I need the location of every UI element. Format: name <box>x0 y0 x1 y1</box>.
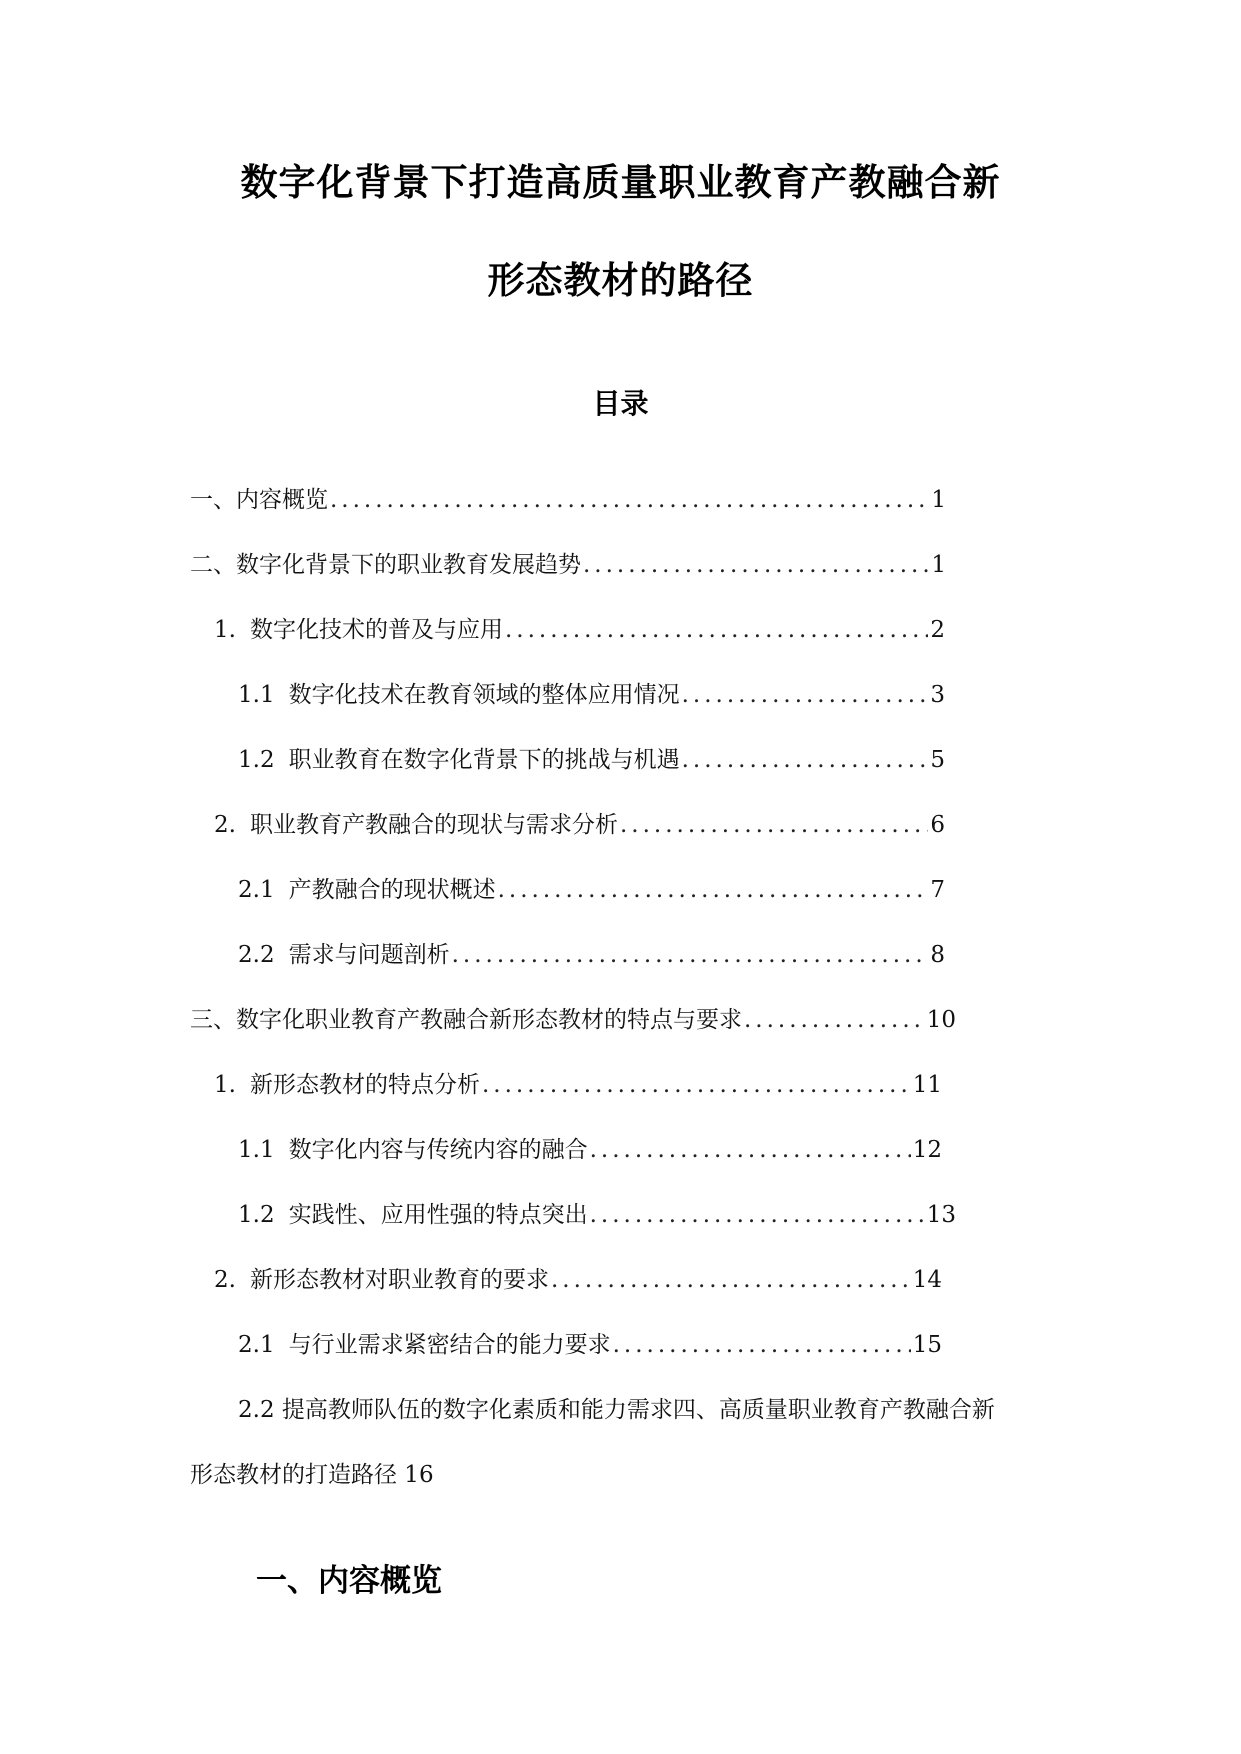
toc-entry-number: 1.1 <box>238 682 275 708</box>
toc-entry-text: 新形态教材的特点分析 <box>249 1072 480 1098</box>
toc-entry[interactable] <box>190 549 946 581</box>
toc-page-number: 6 <box>930 812 945 838</box>
toc-entry-text: 新形态教材对职业教育的要求 <box>249 1267 549 1293</box>
toc-leader-dots <box>590 1134 911 1166</box>
toc-entry-text: 需求与问题剖析 <box>288 942 450 968</box>
toc-entry[interactable] <box>190 1004 956 1036</box>
toc-leader-dots <box>482 1069 911 1101</box>
toc-leader-dots <box>505 614 928 646</box>
toc-leader-dots <box>590 1199 925 1231</box>
toc-page-number: 1 <box>931 487 946 513</box>
toc-entry[interactable] <box>238 1134 942 1166</box>
toc-entry-number: 2. <box>214 1267 236 1293</box>
toc-page-number: 8 <box>930 942 945 968</box>
section-heading: 一、内容概览 <box>256 1563 442 1599</box>
toc-entry[interactable] <box>238 1329 942 1361</box>
toc-entry-text: 二、数字化背景下的职业教育发展趋势 <box>190 552 581 578</box>
toc-page-number: 12 <box>912 1137 942 1163</box>
toc-entry-number: 2.1 <box>238 877 275 903</box>
toc-entry-number: 2. <box>214 812 236 838</box>
toc-entry[interactable] <box>238 1199 956 1231</box>
toc-entry-number: 1.2 <box>238 747 275 773</box>
toc-entry[interactable] <box>238 874 945 906</box>
toc-page-number: 7 <box>930 877 945 903</box>
toc-entry[interactable] <box>214 614 945 646</box>
toc-page-number: 13 <box>926 1202 956 1228</box>
toc-leader-dots <box>330 484 929 516</box>
toc-leader-dots <box>583 549 929 581</box>
toc-leader-dots <box>744 1004 925 1036</box>
toc-leader-dots <box>682 744 929 776</box>
toc-entry-text: 数字化技术在教育领域的整体应用情况 <box>288 682 680 708</box>
toc-entry[interactable] <box>214 1069 942 1101</box>
toc-leader-dots <box>613 1329 911 1361</box>
document-title-line-1: 数字化背景下打造高质量职业教育产教融合新 <box>240 161 1001 204</box>
toc-entry-text: 产教融合的现状概述 <box>288 877 496 903</box>
toc-entry-text: 职业教育产教融合的现状与需求分析 <box>249 812 618 838</box>
toc-entry-number: 2.2 <box>238 942 275 968</box>
toc-entry-text: 与行业需求紧密结合的能力要求 <box>288 1332 611 1358</box>
toc-entry-number: 1. <box>214 617 236 643</box>
toc-page-number: 2 <box>930 617 945 643</box>
toc-page-number: 5 <box>930 747 945 773</box>
toc-page-number: 11 <box>912 1072 942 1098</box>
toc-page-number: 3 <box>930 682 945 708</box>
toc-page-number: 14 <box>912 1267 942 1293</box>
toc-page-number: 10 <box>926 1007 956 1033</box>
toc-leader-dots <box>682 679 929 711</box>
toc-entry[interactable] <box>214 1264 942 1296</box>
toc-leader-dots <box>498 874 929 906</box>
toc-leader-dots <box>551 1264 911 1296</box>
toc-entry-number: 2.1 <box>238 1332 275 1358</box>
toc-entry-text: 一、内容概览 <box>190 487 328 513</box>
toc-entry-text: 数字化技术的普及与应用 <box>249 617 503 643</box>
toc-entry-text: 职业教育在数字化背景下的挑战与机遇 <box>288 747 680 773</box>
toc-heading: 目录 <box>592 387 649 420</box>
toc-page-number: 15 <box>912 1332 942 1358</box>
toc-entry-number: 1.1 <box>238 1137 275 1163</box>
toc-entry-text: 数字化内容与传统内容的融合 <box>288 1137 588 1163</box>
toc-entry-text: 三、数字化职业教育产教融合新形态教材的特点与要求 <box>190 1007 742 1033</box>
toc-entry[interactable] <box>238 744 945 776</box>
toc-entry[interactable] <box>190 484 946 516</box>
document-title-line-2: 形态教材的路径 <box>487 259 754 302</box>
toc-entry-number: 1.2 <box>238 1202 275 1228</box>
toc-page-number: 1 <box>931 552 946 578</box>
toc-entry-number: 1. <box>214 1072 236 1098</box>
toc-leader-dots <box>452 939 929 971</box>
toc-entry-text: 实践性、应用性强的特点突出 <box>288 1202 588 1228</box>
toc-entry-wrapped-line-1[interactable]: 2.2 提高教师队伍的数字化素质和能力需求四、高质量职业教育产教融合新 <box>238 1397 995 1423</box>
toc-entry[interactable] <box>238 939 945 971</box>
toc-entry[interactable] <box>238 679 945 711</box>
toc-leader-dots <box>620 809 928 841</box>
toc-entry[interactable] <box>214 809 945 841</box>
toc-entry-wrapped-line-2[interactable]: 形态教材的打造路径 16 <box>190 1462 434 1488</box>
